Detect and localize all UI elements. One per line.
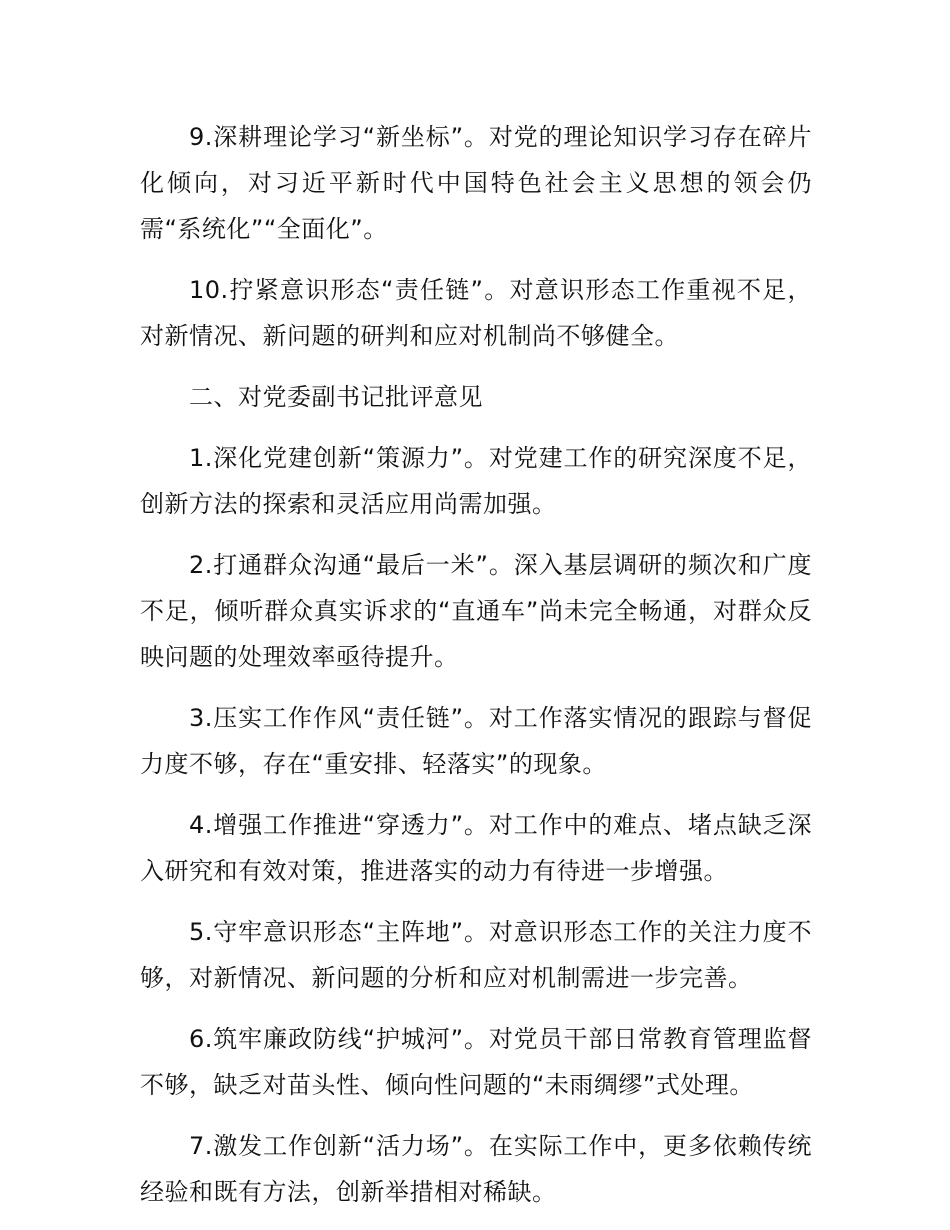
paragraph-item-9: 9.深耕理论学习“新坐标”。对党的理论知识学习存在碎片化倾向，对习近平新时代中国特色社会主义思想的领会仍需“系统化”“全面化”。	[140, 123, 812, 243]
document-body	[140, 114, 812, 1230]
paragraph-item-3: 3.压实工作作风“责任链”。对工作落实情况的跟踪与督促力度不够，存在“重安排、轻落实”的现象。	[140, 704, 812, 778]
paragraph-item-4: 4.增强工作推进“穿透力”。对工作中的难点、堵点缺乏深入研究和有效对策，推进落实的动力有待进一步增强。	[140, 811, 812, 885]
section-heading: 二、对党委副书记批评意见	[189, 383, 483, 411]
paragraph-item-10: 10.拧紧意识形态“责任链”。对意识形态工作重视不足，对新情况、新问题的研判和应对机制尚不够健全。	[140, 276, 812, 350]
paragraph-item-5: 5.守牢意识形态“主阵地”。对意识形态工作的关注力度不够，对新情况、新问题的分析和应对机制需进一步完善。	[140, 918, 812, 992]
paragraph-item-6: 6.筑牢廉政防线“护城河”。对党员干部日常教育管理监督不够，缺乏对苗头性、倾向性问题的“未雨绸缪”式处理。	[140, 1025, 812, 1099]
paragraph-item-1: 1.深化党建创新“策源力”。对党建工作的研究深度不足，创新方法的探索和灵活应用尚需加强。	[140, 444, 812, 518]
paragraph-item-7: 7.激发工作创新“活力场”。在实际工作中，更多依赖传统经验和既有方法，创新举措相对稀缺。	[140, 1132, 812, 1206]
paragraph-item-2: 2.打通群众沟通“最后一米”。深入基层调研的频次和广度不足，倾听群众真实诉求的“直通车”尚未完全畅通，对群众反映问题的处理效率亟待提升。	[140, 551, 812, 671]
